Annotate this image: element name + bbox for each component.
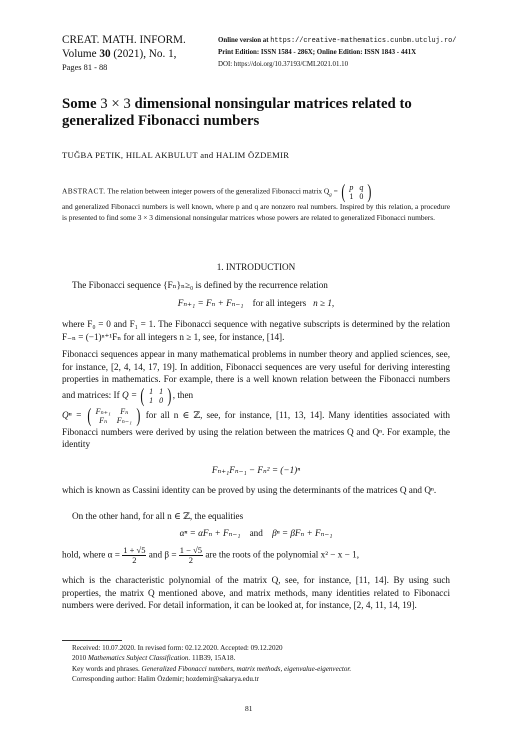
footnotes xyxy=(72,643,452,684)
online-url-line: Online version at https://creative-mathematics.cunbm.utcluj.ro/ xyxy=(218,37,457,45)
paper-title: Some 3 × 3 dimensional nonsingular matrices related to generalized Fibonacci numbers xyxy=(62,96,412,129)
pages-line: Pages 81 - 88 xyxy=(62,63,108,73)
paragraph-2: where F₀ = 0 and F₁ = 1. The Fibonacci sequence with negative subscripts is determined by the relation F₋ₙ = (−1)ⁿ⁺¹Fₙ for all integers n ≥ 1, see, for instance, [14]. xyxy=(62,319,450,342)
paragraph-5: On the other hand, for all n ∈ ℤ, the equalities xyxy=(72,511,244,521)
paragraph-4: which is known as Cassini identity can be proved by using the determinants of the matrices Q and Qⁿ. xyxy=(62,485,437,495)
paragraph-3: Fibonacci sequences appear in many mathematical problems in number theory and applied sciences, see, for instance, [2, 4, 14, 17, 19]. In addition, Fibonacci sequences are very useful for deriving interesting properties in mathematics. For example, there is a well known relation between the Fibonacci numbers and matrices: If Q = ( 1 1 1 0 ), then Qⁿ = ( Fₙ₊₁ Fₙ Fₙ Fₙ₋₁ ) for all n ∈ ℤ, see, for instance, [11, 13, 14]. Many identities associated with Fibonacci numbers were derived by using the relation between the matrices Q and Qⁿ. For example, the identity xyxy=(62,349,451,450)
authors: TUĞBA PETIK, HILAL AKBULUT and HALIM ÖZDEMIR xyxy=(62,150,290,160)
keywords: Key words and phrases. Generalized Fibonacci numbers, matrix methods, eigenvalue-eigenvector. xyxy=(72,664,352,673)
abstract-label: ABSTRACT. xyxy=(62,186,106,196)
volume-line: Volume 30 (2021), No. 1, xyxy=(62,47,177,60)
equation-3: αⁿ = αFₙ + Fₙ₋₁ and βⁿ = βFₙ + Fₙ₋₁ xyxy=(179,528,333,538)
equation-2: Fₙ₊₁Fₙ₋₁ − Fₙ² = (−1)ⁿ xyxy=(211,465,301,475)
journal-header xyxy=(62,34,186,75)
page-number: 81 xyxy=(245,704,253,713)
online-url-link[interactable]: https://creative-mathematics.cunbm.utcluj.ro/ xyxy=(270,37,457,45)
journal-name: CREAT. MATH. INFORM. xyxy=(62,34,186,46)
section-heading: 1. INTRODUCTION xyxy=(216,262,296,272)
abstract-matrix: p q 1 0 xyxy=(349,183,364,201)
abstract: ABSTRACT. The relation between integer powers of the generalized Fibonacci matrix $Q_g$ = ( p q 1 0 ) and generalized Fibonacci numbers is well known, where p and q are nonzero real numbers. Inspired by this relation, a procedure is presented to find some 3 × 3 dimensional nonsingular matrices whose powers are related to generalized Fibonacci numbers. xyxy=(62,181,450,222)
footnote-divider xyxy=(62,640,122,641)
online-info xyxy=(218,35,503,72)
equation-1: Fₙ₊₁ = Fₙ + Fₙ₋₁ for all integers n ≥ 1, xyxy=(177,298,335,308)
doi-line[interactable]: DOI: https://doi.org/10.37193/CMI.2021.01.10 xyxy=(218,61,349,69)
paragraph-1: The Fibonacci sequence {Fₙ}ₙ≥₀ is defined by the recurrence relation xyxy=(72,280,328,290)
paragraph-7: which is the characteristic polynomial of the matrix Q, see, for instance, [11, 14]. By using such properties, the matrix Q mentioned above, and matrix methods, many identities related to Fibonacci numbers were derived. For detail information, it can be looked at, for instance, [2, 4, 11, 14, 19]. xyxy=(62,575,450,611)
corresponding-author: Corresponding author: Halim Özdemir; hozdemir@sakarya.edu.tr xyxy=(72,674,259,683)
paragraph-6: hold, where α = $\frac{1 + √5}{2}$ and β = $\frac{1 - √5}{2}$ are the roots of the polynomial x² − x − 1, xyxy=(62,545,360,565)
received-dates: Received: 10.07.2020. In revised form: 02.12.2020. Accepted: 09.12.2020 xyxy=(72,644,283,652)
issn-line: Print Edition: ISSN 1584 - 286X; Online Edition: ISSN 1843 - 441X xyxy=(218,49,417,57)
msc-classification: 2010 Mathematics Subject Classification. 11B39, 15A18. xyxy=(72,654,236,663)
